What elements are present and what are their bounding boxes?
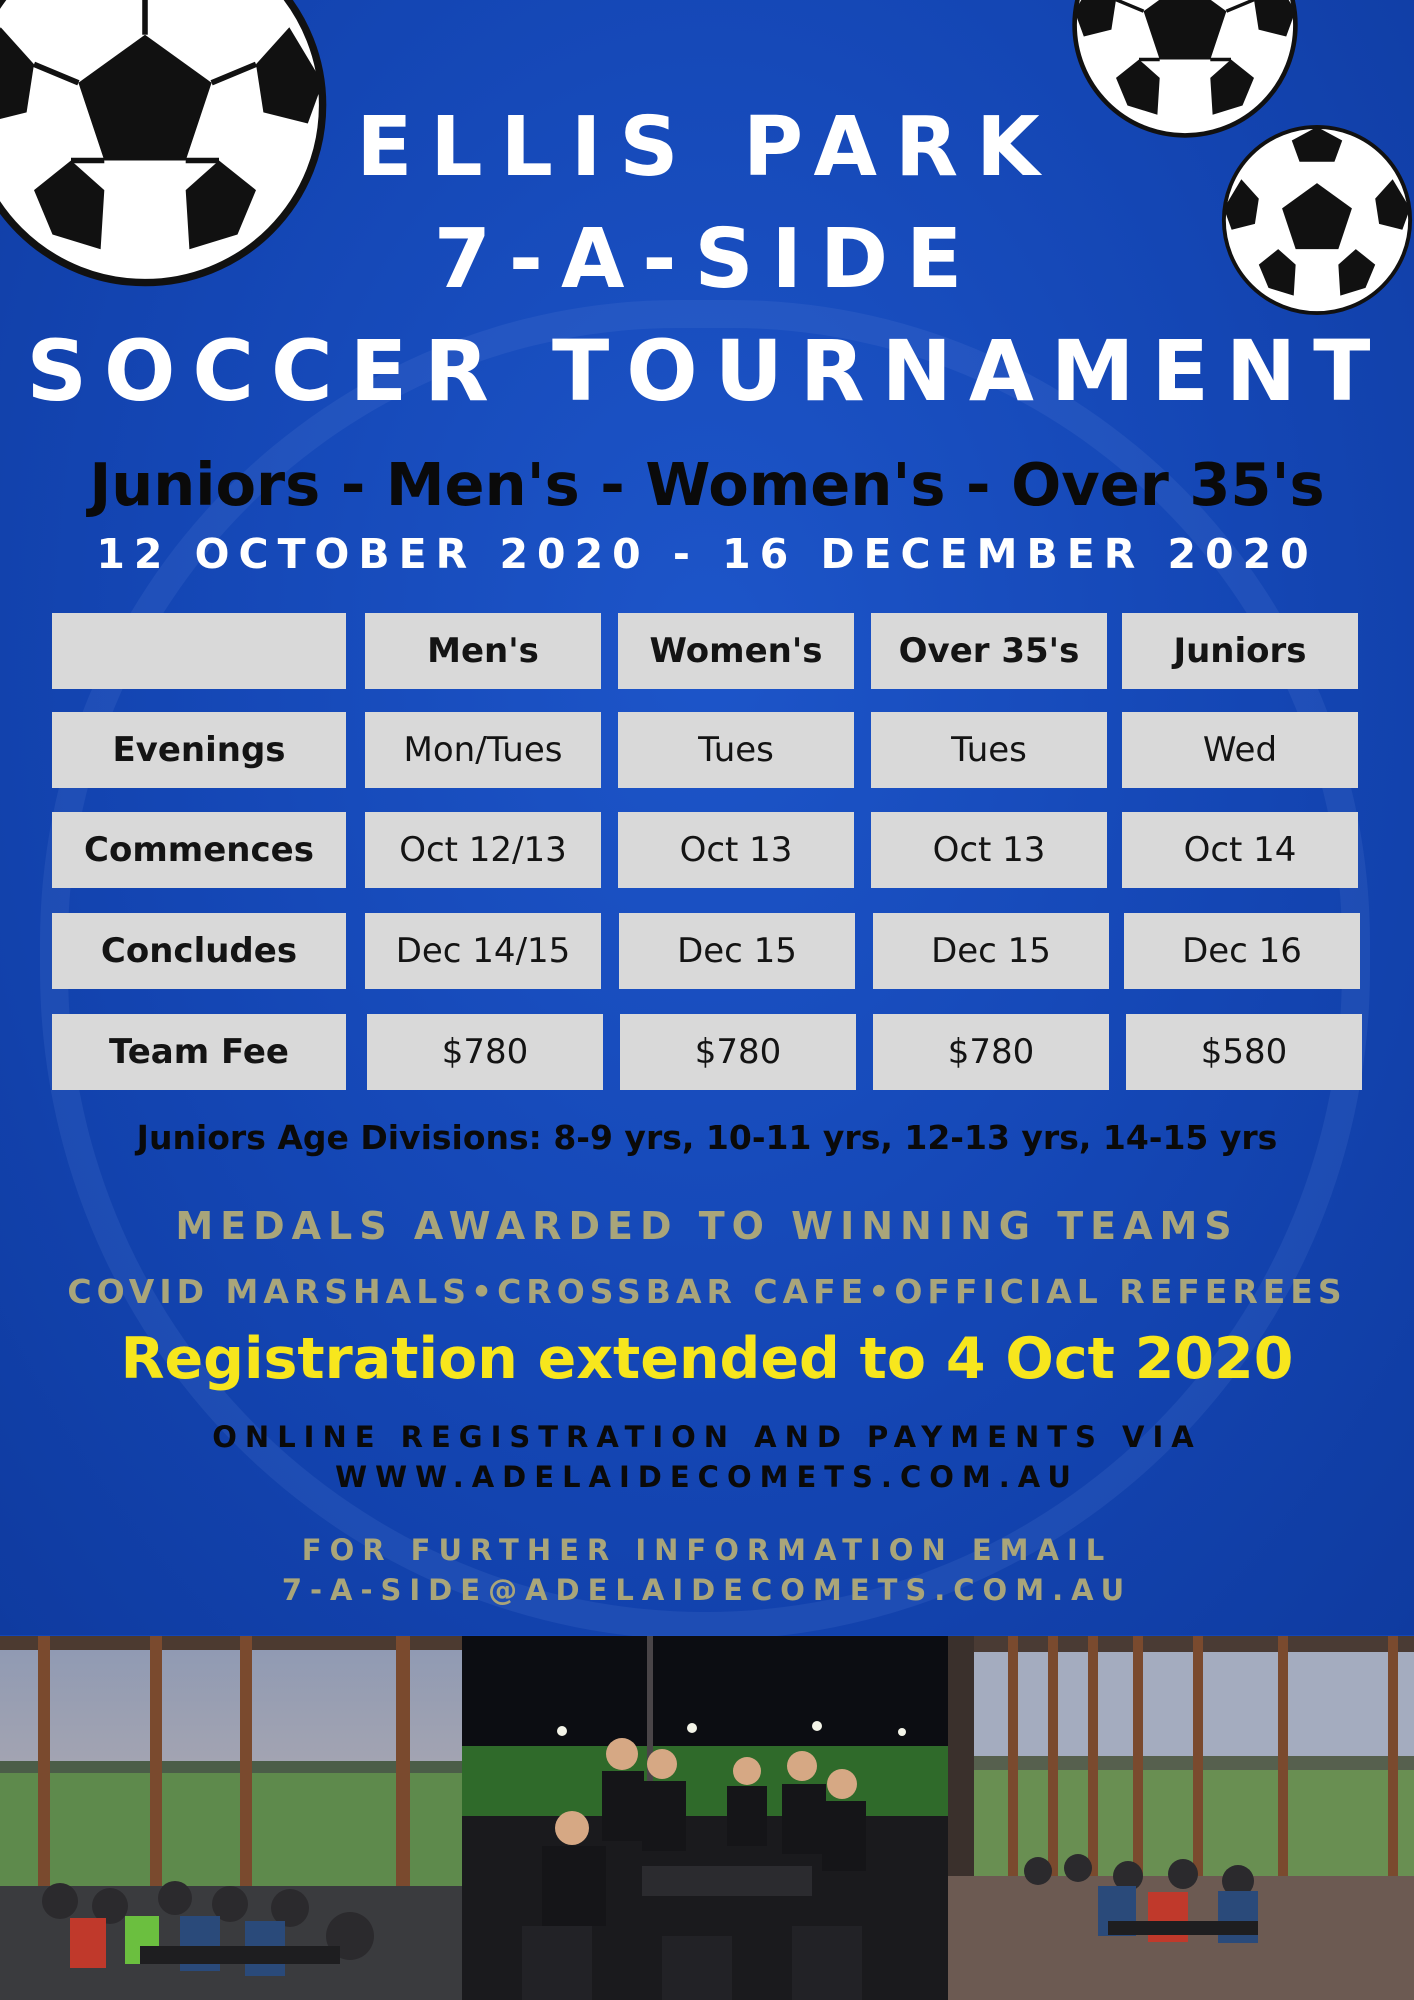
table-cell: Oct 13 [618,812,854,888]
column-header-mens: Men's [365,613,601,689]
table-cell: Dec 16 [1124,913,1360,989]
table-cell: Dec 15 [873,913,1109,989]
table-cell: Wed [1122,712,1358,788]
title-line-2: 7-A-SIDE [433,212,981,307]
table-cell: Oct 12/13 [365,812,601,888]
table-cell: Oct 14 [1122,812,1358,888]
further-info-label: FOR FURTHER INFORMATION EMAIL [301,1533,1113,1567]
email-link[interactable]: 7-A-SIDE@ADELAIDECOMETS.COM.AU [281,1573,1133,1607]
photo-players-on-terrace [948,1636,1414,2000]
categories-subtitle: Juniors - Men's - Women's - Over 35's [89,450,1325,519]
table-cell: $580 [1126,1014,1362,1090]
online-registration-label: ONLINE REGISTRATION AND PAYMENTS VIA [212,1420,1202,1454]
table-cell: Dec 15 [619,913,855,989]
table-cell: $780 [367,1014,603,1090]
website-link[interactable]: WWW.ADELAIDECOMETS.COM.AU [335,1460,1079,1494]
column-header-womens: Women's [618,613,854,689]
table-cell: $780 [620,1014,856,1090]
title-line-1: ELLIS PARK [356,100,1058,195]
photo-players-at-night [462,1636,948,2000]
row-label-evenings: Evenings [52,712,346,788]
table-corner-cell [52,613,346,689]
column-header-juniors: Juniors [1122,613,1358,689]
tournament-dates: 12 OCTOBER 2020 - 16 DECEMBER 2020 [96,530,1318,578]
column-header-over35: Over 35's [871,613,1107,689]
table-cell: Tues [871,712,1107,788]
table-cell: Dec 14/15 [365,913,601,989]
photo-players-on-balcony [0,1636,462,2000]
registration-deadline: Registration extended to 4 Oct 2020 [120,1326,1294,1392]
features-list: COVID MARSHALS•CROSSBAR CAFE•OFFICIAL REFEREES [67,1272,1347,1311]
row-label-concludes: Concludes [52,913,346,989]
table-cell: $780 [873,1014,1109,1090]
title-line-3: SOCCER TOURNAMENT [26,322,1388,420]
row-label-commences: Commences [52,812,346,888]
medals-notice: MEDALS AWARDED TO WINNING TEAMS [175,1204,1239,1248]
table-cell: Tues [618,712,854,788]
table-cell: Oct 13 [871,812,1107,888]
table-cell: Mon/Tues [365,712,601,788]
juniors-age-divisions: Juniors Age Divisions: 8-9 yrs, 10-11 yrs, 12-13 yrs, 14-15 yrs [136,1118,1278,1157]
row-label-team-fee: Team Fee [52,1014,346,1090]
